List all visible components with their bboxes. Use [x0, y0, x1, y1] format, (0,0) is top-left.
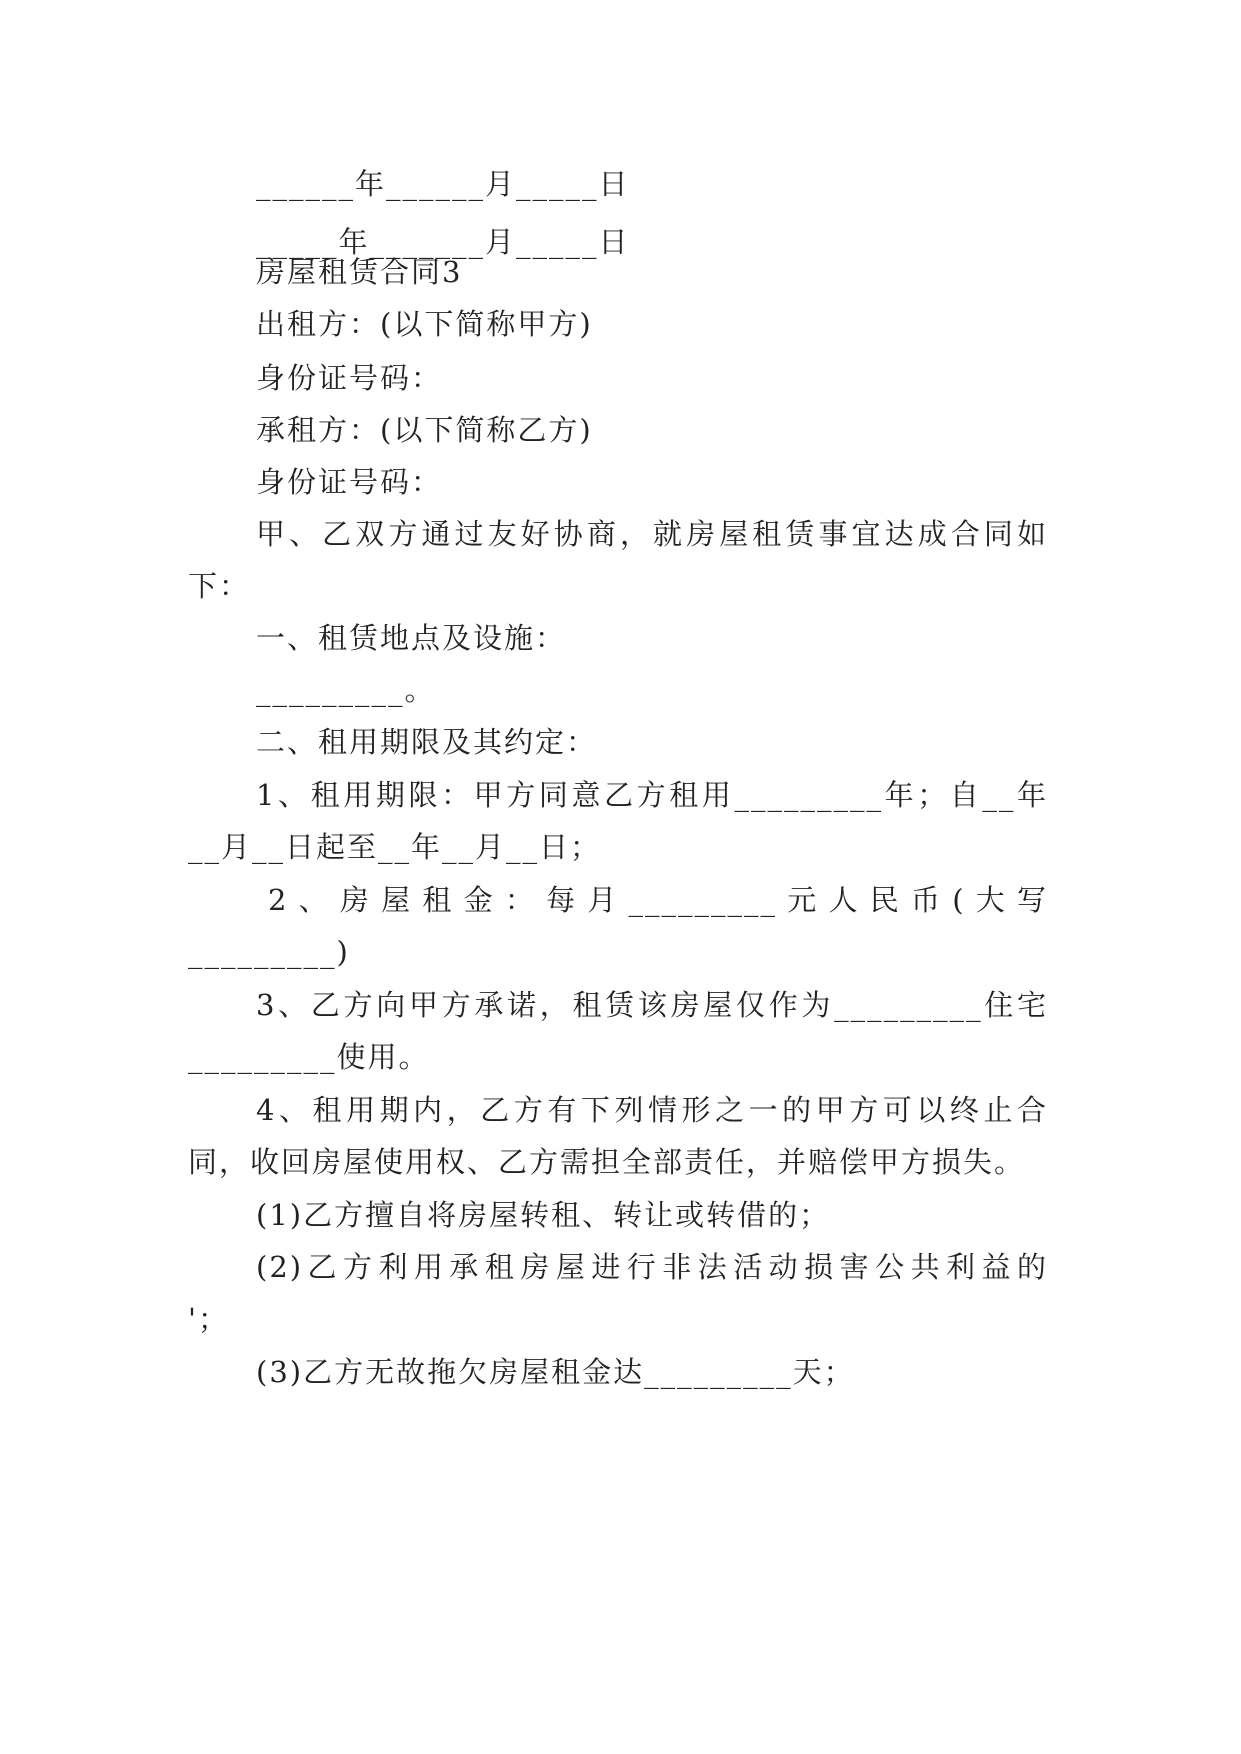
rent-clause-line-1: 2、房屋租金：每月_________元人民币(大写: [268, 883, 1048, 917]
section-2-heading: 二、租用期限及其约定：: [256, 725, 598, 759]
section-1-heading: 一、租赁地点及设施：: [256, 621, 567, 655]
use-clause-line-2: _________使用。: [188, 1040, 430, 1074]
lessee-id-line: 身份证号码：: [256, 465, 443, 499]
location-blank-line: _________。: [256, 673, 436, 707]
rent-clause-line-2: _________): [188, 935, 350, 969]
condition-3: (3)乙方无故拖欠房屋租金达_________天；: [256, 1355, 855, 1389]
term-clause-line-1: 1、租用期限：甲方同意乙方租用_________年；自__年: [256, 778, 1048, 812]
date-line-1: ______年______月_____日: [256, 167, 630, 201]
term-clause-line-2: __月__日起至__年__月__日；: [188, 830, 602, 864]
use-clause-line-1: 3、乙方向甲方承诺，租赁该房屋仅作为_________住宅: [256, 988, 1048, 1022]
condition-2-line-2: '；: [188, 1302, 229, 1336]
termination-clause-line-1: 4、租用期内，乙方有下列情形之一的甲方可以终止合: [256, 1093, 1048, 1127]
condition-2-line-1: (2)乙方利用承租房屋进行非法活动损害公共利益的: [256, 1250, 1048, 1284]
lessee-line: 承租方：(以下简称乙方): [256, 413, 593, 447]
condition-1: (1)乙方擅自将房屋转租、转让或转借的；: [256, 1198, 831, 1232]
intro-paragraph-line-2: 下：: [188, 569, 251, 603]
lessor-id-line: 身份证号码：: [256, 361, 443, 395]
lessor-line: 出租方：(以下简称甲方): [256, 307, 593, 341]
contract-title: 房屋租赁合同3: [256, 255, 463, 289]
date-line-2: _____年_______月_____日: [256, 225, 630, 259]
intro-paragraph-line-1: 甲、乙双方通过友好协商，就房屋租赁事宜达成合同如: [256, 517, 1048, 551]
termination-clause-line-2: 同，收回房屋使用权、乙方需担全部责任，并赔偿甲方损失。: [188, 1145, 1026, 1179]
